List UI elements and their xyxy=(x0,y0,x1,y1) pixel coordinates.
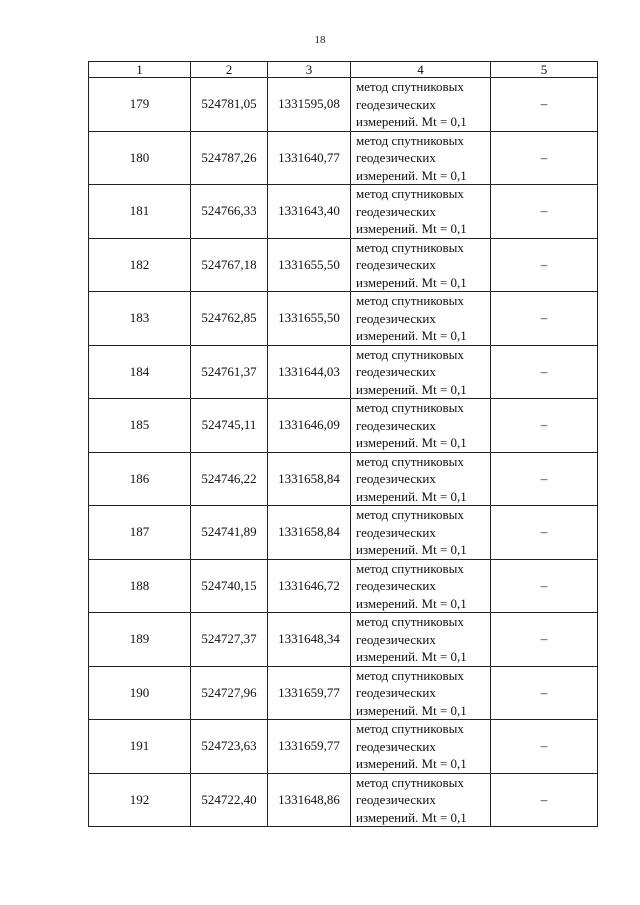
y-coordinate-cell: 1331659,77 xyxy=(268,666,351,720)
table-row xyxy=(89,720,598,774)
method-line-1: метод спутниковых xyxy=(356,239,464,255)
point-number-cell: 185 xyxy=(89,399,191,453)
method-line-2: геодезических xyxy=(356,257,436,272)
point-number-cell: 184 xyxy=(89,345,191,399)
x-coordinate-cell: 524781,05 xyxy=(191,78,268,132)
point-number-cell: 179 xyxy=(89,78,191,132)
note-cell xyxy=(491,773,598,827)
dash-mark: – xyxy=(540,791,548,807)
table-row xyxy=(89,238,598,292)
note-cell xyxy=(491,613,598,667)
method-line-2: геодезических xyxy=(356,685,436,700)
method-line-1: метод спутниковых xyxy=(356,453,464,469)
method-line-1: метод спутниковых xyxy=(356,560,464,576)
header-row xyxy=(89,62,598,78)
point-number-cell: 189 xyxy=(89,613,191,667)
method-line-2: геодезических xyxy=(356,471,436,486)
y-coordinate-cell: 1331640,77 xyxy=(268,131,351,185)
y-coordinate-cell: 1331595,08 xyxy=(268,78,351,132)
method-line-2: геодезических xyxy=(356,792,436,807)
table-row xyxy=(89,78,598,132)
y-coordinate-cell: 1331646,09 xyxy=(268,399,351,453)
y-coordinate-cell: 1331655,50 xyxy=(268,238,351,292)
method-cell xyxy=(351,131,491,185)
dash-mark: – xyxy=(540,256,548,272)
column-header-2: 2 xyxy=(191,62,268,78)
point-number-cell: 187 xyxy=(89,506,191,560)
method-line-2: геодезических xyxy=(356,417,436,433)
method-line-1: метод спутниковых xyxy=(356,667,464,683)
y-coordinate-cell: 1331648,34 xyxy=(268,613,351,667)
y-coordinate-cell: 1331659,77 xyxy=(268,720,351,774)
method-line-2: геодезических xyxy=(356,631,436,647)
method-cell xyxy=(351,345,491,399)
method-cell xyxy=(351,720,491,774)
note-cell xyxy=(491,506,598,560)
point-number-cell: 180 xyxy=(89,131,191,185)
note-cell xyxy=(491,78,598,132)
method-line-1: метод спутниковых xyxy=(356,774,464,790)
method-line-1: метод спутниковых xyxy=(356,614,464,629)
note-cell xyxy=(491,185,598,239)
method-line-3: измерений. Mt = 0,1 xyxy=(356,542,467,557)
method-cell xyxy=(351,292,491,346)
x-coordinate-cell: 524741,89 xyxy=(191,506,268,560)
method-line-3: измерений. Mt = 0,1 xyxy=(356,221,467,236)
method-line-3: измерений. Mt = 0,1 xyxy=(356,809,467,825)
method-cell xyxy=(351,613,491,667)
column-header-4: 4 xyxy=(351,62,491,78)
x-coordinate-cell: 524727,37 xyxy=(191,613,268,667)
method-cell xyxy=(351,773,491,827)
dash-mark: – xyxy=(540,738,548,754)
x-coordinate-cell: 524746,22 xyxy=(191,452,268,506)
method-cell xyxy=(351,185,491,239)
method-line-2: геодезических xyxy=(356,310,436,326)
method-cell xyxy=(351,78,491,132)
point-number-cell: 182 xyxy=(89,238,191,292)
method-line-2: геодезических xyxy=(356,364,436,379)
method-line-1: метод спутниковых xyxy=(356,186,464,201)
dash-mark: – xyxy=(540,470,548,486)
dash-mark: – xyxy=(540,149,548,165)
x-coordinate-cell: 524787,26 xyxy=(191,131,268,185)
table-body xyxy=(89,78,598,827)
note-cell xyxy=(491,559,598,613)
dash-mark: – xyxy=(540,203,548,219)
method-line-3: измерений. Mt = 0,1 xyxy=(356,274,467,290)
method-line-3: измерений. Mt = 0,1 xyxy=(356,435,467,450)
x-coordinate-cell: 524761,37 xyxy=(191,345,268,399)
note-cell xyxy=(491,452,598,506)
note-cell xyxy=(491,720,598,774)
x-coordinate-cell: 524767,18 xyxy=(191,238,268,292)
table-row xyxy=(89,773,598,827)
coordinates-table xyxy=(88,61,598,827)
table-row xyxy=(89,345,598,399)
dash-mark: – xyxy=(540,577,548,593)
method-line-3: измерений. Mt = 0,1 xyxy=(356,756,467,771)
method-line-2: геодезических xyxy=(356,738,436,754)
column-header-1: 1 xyxy=(89,62,191,78)
method-cell xyxy=(351,452,491,506)
method-cell xyxy=(351,506,491,560)
dash-mark: – xyxy=(540,524,548,540)
note-cell xyxy=(491,131,598,185)
x-coordinate-cell: 524740,15 xyxy=(191,559,268,613)
method-line-3: измерений. Mt = 0,1 xyxy=(356,381,467,397)
method-line-2: геодезических xyxy=(356,203,436,219)
method-line-1: метод спутниковых xyxy=(356,507,464,522)
point-number-cell: 190 xyxy=(89,666,191,720)
y-coordinate-cell: 1331655,50 xyxy=(268,292,351,346)
note-cell xyxy=(491,399,598,453)
method-line-3: измерений. Mt = 0,1 xyxy=(356,649,467,664)
method-line-1: метод спутниковых xyxy=(356,293,464,308)
dash-mark: – xyxy=(540,684,548,700)
column-header-5: 5 xyxy=(491,62,598,78)
x-coordinate-cell: 524762,85 xyxy=(191,292,268,346)
note-cell xyxy=(491,345,598,399)
method-line-1: метод спутниковых xyxy=(356,346,464,362)
note-cell xyxy=(491,666,598,720)
note-cell xyxy=(491,238,598,292)
method-line-1: метод спутниковых xyxy=(356,400,464,415)
y-coordinate-cell: 1331643,40 xyxy=(268,185,351,239)
table-row xyxy=(89,399,598,453)
point-number-cell: 183 xyxy=(89,292,191,346)
dash-mark: – xyxy=(540,310,548,326)
method-line-2: геодезических xyxy=(356,96,436,112)
point-number-cell: 186 xyxy=(89,452,191,506)
method-line-1: метод спутниковых xyxy=(356,132,464,148)
method-line-3: измерений. Mt = 0,1 xyxy=(356,167,467,183)
point-number-cell: 192 xyxy=(89,773,191,827)
method-line-2: геодезических xyxy=(356,524,436,540)
y-coordinate-cell: 1331646,72 xyxy=(268,559,351,613)
method-cell xyxy=(351,666,491,720)
method-cell xyxy=(351,238,491,292)
method-line-3: измерений. Mt = 0,1 xyxy=(356,488,467,504)
method-line-3: измерений. Mt = 0,1 xyxy=(356,595,467,611)
table-row xyxy=(89,452,598,506)
method-line-1: метод спутниковых xyxy=(356,721,464,736)
dash-mark: – xyxy=(540,631,548,647)
point-number-cell: 191 xyxy=(89,720,191,774)
method-line-3: измерений. Mt = 0,1 xyxy=(356,114,467,129)
y-coordinate-cell: 1331648,86 xyxy=(268,773,351,827)
table-row xyxy=(89,666,598,720)
method-line-2: геодезических xyxy=(356,578,436,593)
table-row xyxy=(89,185,598,239)
method-line-1: метод спутниковых xyxy=(356,79,464,94)
x-coordinate-cell: 524727,96 xyxy=(191,666,268,720)
y-coordinate-cell: 1331658,84 xyxy=(268,452,351,506)
method-cell xyxy=(351,399,491,453)
method-cell xyxy=(351,559,491,613)
column-header-3: 3 xyxy=(268,62,351,78)
table-row xyxy=(89,559,598,613)
method-line-3: измерений. Mt = 0,1 xyxy=(356,702,467,718)
table-row xyxy=(89,292,598,346)
note-cell xyxy=(491,292,598,346)
table-row xyxy=(89,506,598,560)
x-coordinate-cell: 524722,40 xyxy=(191,773,268,827)
x-coordinate-cell: 524723,63 xyxy=(191,720,268,774)
method-line-2: геодезических xyxy=(356,150,436,165)
dash-mark: – xyxy=(540,363,548,379)
point-number-cell: 188 xyxy=(89,559,191,613)
y-coordinate-cell: 1331644,03 xyxy=(268,345,351,399)
y-coordinate-cell: 1331658,84 xyxy=(268,506,351,560)
page-number: 18 xyxy=(314,34,326,46)
x-coordinate-cell: 524766,33 xyxy=(191,185,268,239)
dash-mark: – xyxy=(540,417,548,433)
method-line-3: измерений. Mt = 0,1 xyxy=(356,328,467,343)
dash-mark: – xyxy=(540,96,548,112)
x-coordinate-cell: 524745,11 xyxy=(191,399,268,453)
table-row xyxy=(89,131,598,185)
point-number-cell: 181 xyxy=(89,185,191,239)
table-row xyxy=(89,613,598,667)
